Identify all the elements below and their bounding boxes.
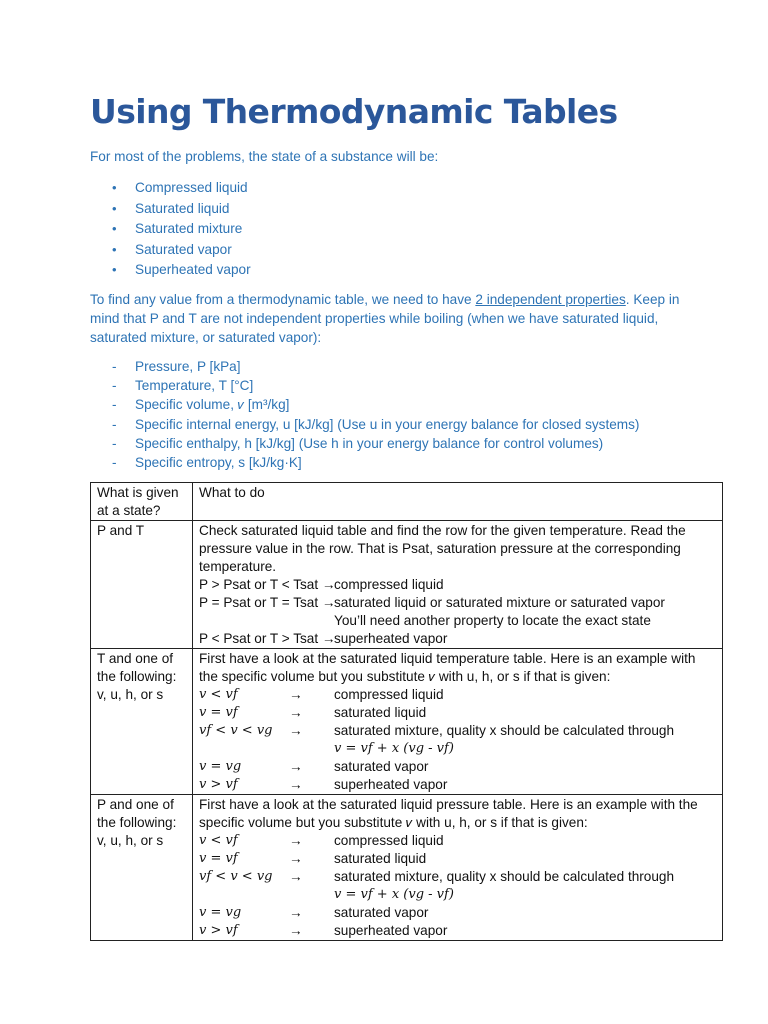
- properties-list: [112, 357, 639, 472]
- row-intro: First have a look at the saturated liquid pressure table. Here is an example with the specific volume but you substitute 𝑣 with u, h, or s if that is given:: [199, 797, 698, 830]
- case-condition: v < vf: [199, 687, 238, 702]
- header-given: What is given at a state?: [91, 483, 193, 521]
- arrow-icon: →: [289, 705, 303, 720]
- list-item: - Specific enthalpy, h [kJ/kg] (Use h in your energy balance for control volumes): [112, 434, 639, 453]
- header-todo: What to do: [193, 483, 723, 521]
- list-item: - Specific entropy, s [kJ/kg·K]: [112, 453, 639, 472]
- case-result: You’ll need another property to locate the exact state: [334, 613, 651, 628]
- list-item: • Superheated vapor: [112, 260, 251, 281]
- state-table: [90, 482, 723, 941]
- list-item: - Specific volume, 𝑣 [m³/kg]: [112, 395, 639, 414]
- case-result: saturated liquid or saturated mixture or saturated vapor: [334, 595, 665, 610]
- quality-formula: v = vf + x (vg - vf): [334, 887, 454, 902]
- case-condition: vf < v < vg: [199, 723, 273, 738]
- arrow-icon: →: [289, 869, 303, 884]
- given-cell: P and one of the following: v, u, h, or s: [91, 795, 193, 941]
- para-text: . Keep in mind that P and T are not independent properties while boiling (when we have saturated liquid, saturated mixture, or saturated vapor):: [90, 292, 680, 345]
- intro-text: For most of the problems, the state of a substance will be:: [90, 149, 439, 164]
- case-line: [199, 594, 716, 612]
- table-row: [91, 649, 723, 795]
- case-condition: P > Psat or T < Tsat →: [199, 577, 336, 592]
- case-line: [199, 576, 716, 594]
- case-line: [199, 722, 716, 740]
- todo-cell: [193, 795, 723, 941]
- case-result: superheated vapor: [334, 631, 448, 646]
- todo-cell: [193, 521, 723, 649]
- case-line: [199, 740, 716, 758]
- case-result: saturated mixture, quality x should be calculated through: [334, 869, 675, 884]
- row-intro: First have a look at the saturated liquid temperature table. Here is an example with the specific volume but you substitute 𝑣 with u, h, or s if that is given:: [199, 651, 696, 684]
- case-line: [199, 758, 716, 776]
- case-condition: vf < v < vg: [199, 869, 273, 884]
- case-line: [199, 704, 716, 722]
- case-line: [199, 868, 716, 886]
- para-text: To find any value from a thermodynamic table, we need to have: [90, 292, 476, 307]
- case-line: [199, 832, 716, 850]
- case-result: saturated vapor: [334, 759, 429, 774]
- arrow-icon: →: [289, 777, 303, 792]
- arrow-icon: →: [289, 723, 303, 738]
- table-header-row: [91, 483, 723, 521]
- list-item: - Pressure, P [kPa]: [112, 357, 639, 376]
- case-result: compressed liquid: [334, 833, 444, 848]
- arrow-icon: →: [289, 759, 303, 774]
- case-result: saturated liquid: [334, 851, 427, 866]
- case-condition: v = vf: [199, 705, 238, 720]
- page-title: Using Thermodynamic Tables: [90, 92, 618, 131]
- case-line: [199, 904, 716, 922]
- list-item: • Saturated liquid: [112, 199, 251, 220]
- case-result: superheated vapor: [334, 923, 448, 938]
- list-item: • Saturated vapor: [112, 240, 251, 261]
- table-row: [91, 521, 723, 649]
- independent-properties-link[interactable]: 2 independent properties: [475, 292, 626, 307]
- case-result: saturated vapor: [334, 905, 429, 920]
- case-line: [199, 886, 716, 904]
- table-row: [91, 795, 723, 941]
- case-condition: v > vf: [199, 777, 238, 792]
- case-result: saturated liquid: [334, 705, 427, 720]
- case-result: superheated vapor: [334, 777, 448, 792]
- case-line: [199, 686, 716, 704]
- case-line: [199, 922, 716, 940]
- list-item: - Specific internal energy, u [kJ/kg] (Use u in your energy balance for closed systems): [112, 415, 639, 434]
- arrow-icon: →: [289, 833, 303, 848]
- quality-formula: v = vf + x (vg - vf): [334, 741, 454, 756]
- arrow-icon: →: [289, 851, 303, 866]
- case-line: [199, 850, 716, 868]
- todo-cell: [193, 649, 723, 795]
- arrow-icon: →: [289, 687, 303, 702]
- case-condition: v = vf: [199, 851, 238, 866]
- row-intro: Check saturated liquid table and find the row for the given temperature. Read the pressure value in the row. That is Psat, saturation pressure at the corresponding temperature.: [199, 523, 686, 574]
- states-list: [112, 178, 251, 281]
- case-line: [199, 630, 716, 648]
- case-condition: v = vg: [199, 759, 242, 774]
- case-line: [199, 612, 716, 630]
- case-condition: v > vf: [199, 923, 238, 938]
- case-line: [199, 776, 716, 794]
- given-cell: P and T: [91, 521, 193, 649]
- arrow-icon: →: [289, 905, 303, 920]
- case-result: saturated mixture, quality x should be calculated through: [334, 723, 675, 738]
- list-item: • Saturated mixture: [112, 219, 251, 240]
- given-cell: T and one of the following: v, u, h, or s: [91, 649, 193, 795]
- case-result: compressed liquid: [334, 577, 444, 592]
- case-condition: v < vf: [199, 833, 238, 848]
- list-item: - Temperature, T [°C]: [112, 376, 639, 395]
- case-condition: [199, 612, 334, 630]
- explanation-paragraph: [90, 290, 690, 347]
- arrow-icon: →: [289, 923, 303, 938]
- case-condition: P = Psat or T = Tsat →: [199, 595, 336, 610]
- case-condition: P < Psat or T > Tsat →: [199, 631, 336, 646]
- list-item: • Compressed liquid: [112, 178, 251, 199]
- case-result: compressed liquid: [334, 687, 444, 702]
- case-condition: v = vg: [199, 905, 242, 920]
